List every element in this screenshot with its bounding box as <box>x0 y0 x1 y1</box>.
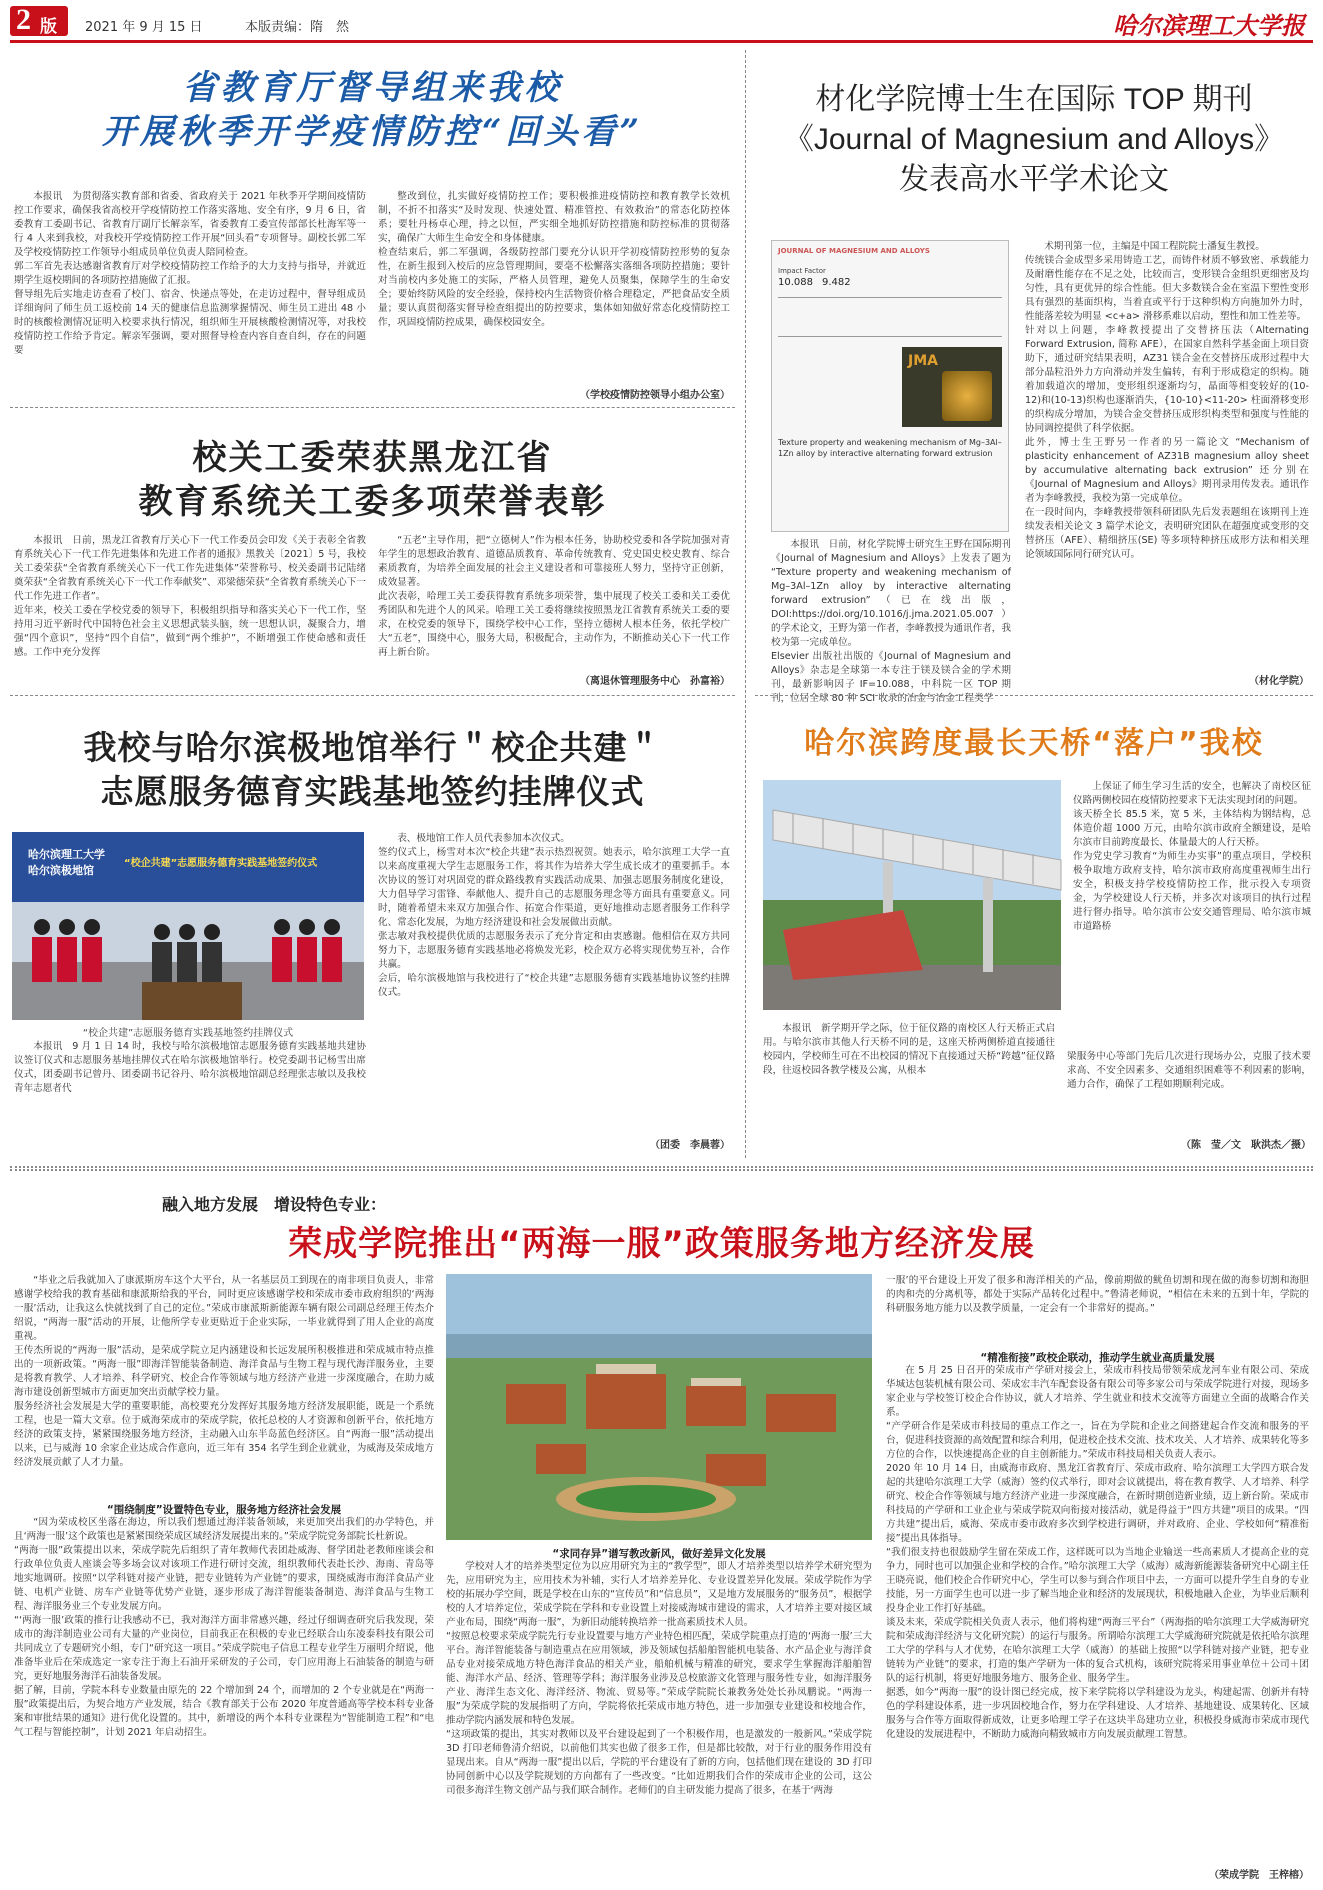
table-lines <box>778 297 1002 337</box>
article-headline <box>10 726 735 814</box>
masthead <box>0 0 1323 44</box>
divider <box>10 407 735 408</box>
article-body-col-1: 本报讯 日前，材化学院博士研究生王野在国际期刊《Journal of Magnesium and Alloys》上发表了题为 “Texture property and weakening mechanism of Mg–3Al–1Zn alloy by interactive alternating forward extrusion”（已在线出版，DOI:https://doi.org/10.1016/j.jma.2021.05.007）的学术论文，王野为第一作者，李峰教授为通讯作者，我校为第一完成单位。 Elsevier 出版社出版的《Journal of Magnesium and Alloys》杂志是全球第一本专注于镁及镁合金的学术期刊，最新影响因子 IF=10.088，中科院一区 TOP 期刊，位居全球 80 种 SCI 收录的冶金与冶金工程类学 <box>771 539 1011 704</box>
article-title-snippet: Texture property and weakening mechanism of Mg–3Al–1Zn alloy by interactive alternating forward extrusion <box>778 438 1002 458</box>
article-polar-museum <box>10 700 735 1158</box>
article-kicker: 融入地方发展 增设特色专业： <box>162 1195 387 1214</box>
article-byline: （荣成学院 王梓榕） <box>1209 1870 1309 1881</box>
article-byline: （陈 莹／文 耿洪杰／摄） <box>1181 1140 1311 1151</box>
headline-line-1: 材化学院博士生在国际 TOP 期刊 <box>815 83 1253 116</box>
footbridge-photo <box>763 780 1061 1010</box>
banner-text-1: 哈尔滨理工大学 <box>28 848 105 861</box>
headline-line-2: 《Journal of Magnesium and Alloys》 <box>783 123 1285 156</box>
paper-name: 哈尔滨理工大学报 <box>1113 11 1305 40</box>
impact-factor-label: Impact Factor <box>778 267 826 275</box>
article-headline: 荣成学院推出“两海一服”政策服务地方经济发展 <box>288 1224 1035 1264</box>
impact-factor-2: 9.482 <box>822 277 851 288</box>
article-rongcheng <box>10 1178 1313 1884</box>
vertical-divider <box>745 50 746 1158</box>
editor-credit: 本版责编：隋 然 <box>245 20 350 35</box>
article-byline: （团委 李晨蓉） <box>650 1140 730 1151</box>
bridge-illustration <box>763 780 1061 1010</box>
headline-line-1: 校关工委荣获黑龙江省 <box>192 438 553 478</box>
article-body-col-1: 本报讯 日前，黑龙江省教育厅关心下一代工作委员会印发《关于表彰全省教育系统关心下一代工作先进集体和先进工作者的通报》黑教关〔2021〕5 号，我校关工委荣获“全省教育系统关心下一代工作先进集体”荣誉称号、校关委副书记陆绪奠荣获“全省教育系统关心下一代工作奉献奖”、邓梁德荣获“全省教育系统关心下一代工作先进工作者”。 近年来，校关工委在学校党委的领导下，积极组织指导和落实关心下一代工作，坚持用习近平新时代中国特色社会主义思想武装头脑，统一思想认识，凝聚合力，增强“四个意识”，坚持“四个自信”，做到“两个维护”，不断增强工作使命感和责任感。工作中充分发挥 <box>14 535 366 658</box>
journal-header: JOURNAL OF MAGNESIUM AND ALLOYS <box>778 247 930 255</box>
headline-line-2: 教育系统关工委多项荣誉表彰 <box>138 482 607 522</box>
article-headline <box>10 66 735 154</box>
headline-line-3: 发表高水平学术论文 <box>899 163 1169 196</box>
photo-caption: “校企共建”志愿服务德育实践基地签约挂牌仪式 <box>82 1028 294 1039</box>
article-body-col-2: 整改到位，扎实做好疫情防控工作；要积极推进疫情防控和教育教学长效机制，不折不扣落实“及时发现、快速处置、精准管控、有效救治”的常态化防控体系；要牡丹杨卓心理，持之以恒，严实细全地抓好防控措施和防控标准的贯彻落实，确保广大师生生命安全和身体健康。 检查结束后，郭二军强调，各级防控部门要充分认识开学初疫情防控形势的复杂性，在新生报到入校后的应急管理期间，要毫不松懈落实落细各项防控措施；要针对当前校内多处施工的实际，严格人员管理，避免人员聚集，保障学生的生命安全；要始终防风险的安全经验，保持校内生活物资价格合理稳定，严把食品安全质量；要认真贯彻落实督导检查组提出的防控要求，集体如知做好常态化疫情防控工作，巩固疫情防控成果，确保校园安全。 <box>378 191 730 328</box>
article-epidemic-inspection <box>10 50 735 402</box>
article-body-col-a: “毕业之后我就加入了康派斯房车这个大平台，从一名基层员工到现在的南非项目负责人，非常感谢学校给我的教育基础和康派斯给我的平台，同时更应该感谢学校和荣成市委市政府组织的‘两海一服’活动，让我这么快就找到了自己的定位。”荣成市康派斯新能源车辆有限公司副总经理王传杰介绍说，“两海一服”活动的开展，让他所学专业更贴近于企业实际，一毕业就得到了用人企业的高度重视。 王传杰所说的“两海一服”活动，是荣成学院立足内涵建设和长远发展所积极推进和荣成城市特点推出的一项新政策。“两海一服”即海洋智能装备制造、海洋食品与生物工程与现代海洋服务业，主要是将教育教学、人才培养、科学研究、校企合作等领域与地方经济产业进一步深度融合，在助力威海市建设创新型城市方面更加突出贡献学校力量。 服务经济社会发展是大学的重要职能，高校要充分发挥好其服务地方经济发展职能，既是一个系统工程，也是一篇大文章。位于威海荣成市的荣成学院，依托总校的人才资源和创新平台，依托地方经济的政策支持，紧紧围绕服务地方经济，主动融入山东半岛蓝色经济区。自“两海一服”活动提出以来，已与威海 10 余家企业达成合作意向，近三年有 354 名学生到企业就业，为威海及荣成地方经济发展贡献了人才力量。 <box>14 1275 434 1468</box>
edition-number: 2 <box>16 3 31 36</box>
article-byline: （学校疫情防控领导小组办公室） <box>580 390 730 401</box>
masthead-rule <box>10 40 1313 43</box>
article-headline <box>10 436 735 524</box>
article-headline: 哈尔滨跨度最长天桥“落户”我校 <box>804 726 1264 761</box>
article-byline: （材化学院） <box>1249 676 1309 687</box>
article-body-col-d: 一服’的平台建设上开发了很多和海洋相关的产品，像前期做的鱿鱼切割和现在做的海参切割和海胆的肉和壳的分离机等，都处于实际产品转化过程中。”鲁清老师说，“相信在未来的五到十年，学院的科研服务地方能力以及教学质量，一定会有一个非常好的提高。” <box>886 1275 1309 1314</box>
edition-char: 版 <box>40 17 57 37</box>
banner-text-2: 哈尔滨极地馆 <box>28 864 94 877</box>
campus-aerial-photo <box>446 1274 872 1540</box>
headline-line-1: 我校与哈尔滨极地馆举行＂校企共建＂ <box>83 728 662 767</box>
jma-cover <box>902 347 1002 427</box>
article-body-col-2: “五老”主导作用，把“立德树人”作为根本任务，协助校党委和各学院加强对青年学生的思想政治教育、道德品质教育、革命传统教育、党史国史校史教育、综合素质教育，为培养全面发展的社会主义建设者和可靠接班人努力，坚持守正创新，成效显著。 此次表彰，哈理工关工委获得教育系统多项荣誉，集中展现了校关工委和关工委优秀团队和先进个人的风采。哈理工关工委将继续按照黑龙江省教育系统关工委的要求，在校党委的领导下，围绕学校中心工作，坚持立德树人根本任务，依托学校广大“五老”，围绕中心，服务大局，积极配合，主动作为，不断推动关心下一代工作再上新台阶。 <box>378 535 730 658</box>
signing-ceremony-photo <box>12 832 364 1020</box>
article-honor-award <box>10 412 735 690</box>
article-byline: （离退休管理服务中心 孙富裕） <box>580 676 730 687</box>
article-body-col-1: 本报讯 9 月 1 日 14 时，我校与哈尔滨极地馆志愿服务德育实践基地共建协议签订仪式和志愿服务基地挂牌仪式在哈尔滨极地馆举行。校党委副书记杨雪出席仪式，团委副书记曾丹、团委副书记谷丹、哈尔滨极地馆副总经理张志敏以及我校青年志愿者代 <box>14 1041 366 1094</box>
impact-factor-1: 10.088 <box>778 277 813 288</box>
headline-line-1: 省教育厅督导组来我校 <box>182 68 563 108</box>
article-footbridge <box>755 700 1313 1158</box>
campus-illustration <box>446 1274 872 1540</box>
article-body-col-2: 表、极地馆工作人员代表参加本次仪式。 签约仪式上，杨雪对本次“校企共建”表示热烈祝贺。她表示，哈尔滨理工大学一直以来高度重视大学生志愿服务工作，将其作为培养大学生成长成才的重要抓手。本次协议的签订对巩固党的群众路线教育实践活动成果、加强志愿服务制度化建设，大力倡导学习雷锋、奉献他人、提升自己的志愿服务理念等方面具有重要意义。同时，随着希望未来双方加强合作、拓宽合作渠道，更好地推动志愿者服务工作科学化、常态化发展，为地方经济建设和社会发展做出贡献。 张志敏对我校提供优质的志愿服务表示了充分肯定和由衷感谢。他相信在双方共同努力下，志愿服务德育实践基地必将焕发光彩，校企双方必将实现优势互补，合作共赢。 会后，哈尔滨极地馆与我校进行了“校企共建”志愿服务德育实践基地协议签约挂牌仪式。 <box>378 833 730 998</box>
divider <box>755 695 1313 696</box>
subheading-d: “精准衔接”政校企联动，推动学生就业高质量发展 <box>980 1352 1215 1364</box>
jma-badge: JMA <box>908 353 938 369</box>
article-body-col-2: 术期刊第一位，主编是中国工程院院士潘复生教授。 传统镁合金成型多采用铸造工艺，而铸件材质不够致密、承载能力及耐磨性能存在不足之处，比较而言，变形镁合金组织更细密及均匀性，具有更优异的综合性能。但大多数镁合金在室温下塑性变形具有强烈的基面织构，当着直或平行于这种织构方向施加外力时，性能落差较为明显 <c+a> 滑移系难以启动，塑性和加工性差等。 针对以上问题，李峰教授提出了交替挤压法（Alternating Forward Extrusion, 简称 AFE），在国家自然科学基金面上项目资助下，通过研究结果表明，AZ31 镁合金在交替挤压成形过程中大部分晶粒沿外力方向滑动并发生偏转，有利于形成稳定的织构。随着加载道次的增加，变形组织逐渐均匀，晶面等相变较好的(10-12)和(10-13)织构也逐渐消失，{10-10}<11-20> 柱面滑移变形的织构成分增加，为镁合金交替挤压成形织构类型和强度与性能的协同调控提供了科学依据。 此外，博士生王野另一作者的另一篇论文 “Mechanism of plasticity enhancement of AZ31B magnesium alloy sheet by accumulative alternating back extrusion” 还分别在《Journal of Magnesium and Alloys》期刊录用传发表。通讯作者为李峰教授，我校为第一完成单位。 在一段时间内，李峰教授带领科研团队先后发表题组在该期刊上连续发表相关论文 3 篇学术论文，表明研究团队在超强度或变形的交替挤压（AFE）、精细挤压(SE) 等多项特种挤压成形方法和相关理论领域国际同行研究认可。 <box>1025 241 1309 560</box>
article-body-col-b: “因为荣成校区坐落在海边，所以我们想通过海洋装备领域，来更加突出我们的办学特色，并且‘两海一服’这个政策也是紧紧围绕荣成区域经济发展提出来的。”荣成学院党务部院长杜新说。 “两海一服”政策提出以来，荣成学院先后组织了青年教师代表团赴威海、督学团赴老教师座谈会和行政单位负责人座谈会等多场会议对该项工作进行研讨交流，组织教师代表赴长沙、海南、青岛等地实地调研。按照“以学科链对接产业链，把专业链转为产业链”的要求，围绕威海市海洋食品产业链、电机产业链、房车产业链等优势产业链，逐步形成了海洋智能装备制造、海洋食品与生物工程、海洋服务业三个专业发展方向。 “‘两海一服’政策的推行让我感动不已，我对海洋方面非常感兴趣，经过仔细调查研究后我发现，荣成市的海洋制造业公司有大量的产业岗位，目前我正在积极的专业已经联合山东凌泰科技有限公司共同成立了专题研究小组，专门“研究这一项目。”荣成学院电子信息工程专业学生万丽明介绍说，他准备毕业后在荣成选定一家专注于海上石油开采研发的子公司，专门应用海上石油装备的制造与研究，更好地服务海洋石油装备发展。 据了解，目前，学院本科专业数量由原先的 22 个增加到 24 个，而增加的 2 个专业就是在“两海一服”政策提出后，为契合地方产业发展，结合《教育部关于公布 2020 年度普通高等学校本科专业备案和审批结果的通知》进行优化设置的。其中，新增设的两个本科专业课程为“智能制造工程”和“电气工程与智能控制”，计划 2021 年启动招生。 <box>14 1517 434 1738</box>
article-body-col-d2: 在 5 月 25 日召开的荣成市产学研对接会上，荣成市科技局带领荣成龙河车业有限公司、荣成华城达包装机械有限公司、荣成宏丰汽车配套设备有限公司等多家公司与荣成学院进行对接，现场多家企业与学校签订校企合作协议，就人才培养、学生就业和技术交流等方面建立全面的战略合作关系。 “产学研合作是荣成市科技局的重点工作之一，旨在为学院和企业之间搭建起合作交流和服务的平台，促进科技资源的高效配置和综合利用，促进校企技术交流、技术攻关、人才培养、成果转化等多方位的合作，以快速提高企业的自主创新能力。”荣成市科技局相关负责人表示。 2020 年 10 月 14 日，由威海市政府、黑龙江省教育厅、荣成市政府、哈尔滨理工大学四方联合发起的共建哈尔滨理工大学（威海）签约仪式举行，即对会议就提出，将在教育教学、人才培养、科学研究、校企合作等领域与地方经济产业进一步深度融合，在新时期创造新业绩，迈上新台阶。荣成市科技局的产学研和工业企业与荣成学院双向衔接对接活动，就是得益于“四方共建”项目的成果。“四方共建”提出后，威海、荣成市委市政府多次到学校进行调研，并对政府、企业、学校如何“精准衔接”提出具体指导。 “我们很支持也很鼓励学生留在荣成工作，这样既可以为当地企业输送一些高素质人才提高企业的竞争力，同时也可以加强企业和学校的合作。”哈尔滨理工大学（威海）威海新能源装备研究中心副主任王晓亮说，他们校企合作研究中心，学生可以参与到合作项目中去，一方面可以提升学生自身的专业技能，另一方面学生也可以进一步了解当地企业和经济的发展现状，积极地融入企业，为毕业后顺利投身企业工作打好基础。 谈及未来，荣成学院相关负责人表示，他们将构建“两海三平台”（两海指的哈尔滨理工大学威海研究院和荣成海洋经济与文化研究院）的运行与服务。所谓哈尔滨理工大学威海研究院就是依托哈尔滨理工大学的学科与人才优势，在哈尔滨理工大学（威海）的基础上按照“以学科链对接产业链，把专业链转为产业链”的要求，打造的集产学研为一体的复合式机构，该研究院将采用事业单位＋公司＋团队的运行机制，将更好地服务地方、服务企业、服务学生。 据悉，如今“两海一服”的设计图已经完成，按下来学院将以学科建设为龙头，构建起需、创新并有特色的学科建设体系，进一步巩固校地合作，努力在学科建设、人才培养、基地建设、成果转化、区域服务与合作等方面取得新成效，让更多哈理工学子在这块半岛建功立业，积极投身威海市荣成市现代化建设的发展进程中，不断助力威海向精致城市方向发展贡献理工智慧。 <box>886 1365 1309 1740</box>
article-body-side: 上保证了师生学习生活的安全，也解决了南校区征仪路两侧校园在疫情防控要求下无法实现封闭的问题。 该天桥全长 85.5 米，宽 5 米，主体结构为钢结构，总体造价超 1000 万元，由哈尔滨市政府全额建设，是哈尔滨市目前跨度最长、体量最大的人行天桥。 作为党史学习教育“为师生办实事”的重点项目，学校积极争取地方政府支持，哈尔滨市政府高度重视师生出行安全，积极支持学校疫情防控工作，批示投入专项资金，为学校建设人行天桥，并多次对该项目的执行过程进行督办指导。哈尔滨市公安交通管理局、哈尔滨市城市道路桥 <box>1073 781 1311 932</box>
subheading-c: “求同存异”谱写教改新风，做好差异文化发展 <box>552 1548 766 1560</box>
article-journal-paper <box>755 50 1313 704</box>
subheading-b: “围绕制度”设置特色专业，服务地方经济社会发展 <box>106 1504 342 1516</box>
divider <box>10 695 735 696</box>
article-body-bottom-1: 本报讯 新学期开学之际，位于征仪路的南校区人行天桥正式启用。与哈尔滨市其他人行天桥不同的是，这座天桥两侧桥道直接通往校园内，学校师生可在不出校园的情况下直接通过天桥“跨越”征仪路段，往返校园各教学楼及公寓，从根本 <box>763 1023 1055 1076</box>
section-double-rule <box>10 1166 1313 1171</box>
banner-text-3: “校企共建”志愿服务德育实践基地签约仪式 <box>124 858 318 869</box>
article-headline <box>755 80 1313 200</box>
article-body-bottom-2: 梁服务中心等部门先后几次进行现场办公，克服了技术要求高、不安全因素多、交通组织困难等不利因素的影响，通力合作，确保了工程如期顺利完成。 <box>1067 1051 1311 1090</box>
issue-date: 2021 年 9 月 15 日 <box>85 20 203 35</box>
headline-line-2: 志愿服务德育实践基地签约挂牌仪式 <box>100 772 645 811</box>
cover-graphic <box>942 371 992 421</box>
journal-cover-image <box>771 240 1009 532</box>
article-body-col-c: 学校对人才的培养类型定位为以应用研究为主的“教学型”，即人才培养类型以培养学术研究型为先，应用研究为主，应用技术为补辅，实行人才培养差异化、专业设置差异化发展。荣成学院作为学校的拓展办学空间，既是学校在山东的“宣传员”和“信息员”，又是地方发展服务的“服务员”，根据学校的人才培养定位，荣成学院在学科和专业设置上对接威海城市建设的需求，人才培养主要对接区域产业布局，围绕“两海一服”，为新旧动能转换培养一批高素质技术人员。 “按照总校要求荣成学院先行专业设置要与地方产业特色相匹配，荣成学院重点打造的‘两海一服’三大平台。海洋智能装备与制造重点在应用领域，涉及领域包括船舶智能机电装备、水产品企业与海洋食品专业对接荣成地方特色海洋食品的相关产业，船舶机械与精准的研究，要求学生掌握海洋船舶智能、海洋水产品、经济、管理等学科；海洋服务业涉及总校旅游文化管理与服务性专业，如海洋服务产业、海洋生态文化、海洋经济、物流、贸易等。”荣成学院院长兼教务处处长孙凤鹏说。“两海一服”为荣成学院的发展指明了方向，学院将依托荣成市地方特色，进一步加强专业建设和校地合作，推动学院内涵发展和特色发展。 “这项政策的提出，其实对教师以及平台建设起到了一个积极作用，也是激发的一般新风。”荣成学院 3D 打印老师鲁清介绍说，以前他们其实也做了很多工作，但是都比较散，对于行业的服务作用没有显现出来。自从“两海一服”提出以后，学院的平台建设有了新的方向，包括他们现在建设的 3D 打印协同创新中心以及学院规划的方向都有了一些改变。“比如近期我们合作的荣成市企业的公司，这公司很多海洋生物文创产品与我们联合制作。老师们的自主研发能力提高了很多，在基于‘两海 <box>446 1561 872 1796</box>
article-body-col-1: 本报讯 为贯彻落实教育部和省委、省政府关于 2021 年秋季开学期间疫情防控工作要求，确保我省高校开学疫情防控工作落实落地、安全有序，9 月 6 日，省委教育工委副书记、省教育厅副厅长解亲军，省委教育工委宣传部部长杜海军等一行 4 人来到我校，对我校开学疫情防控工作开展“回头看”专项督导。副校长郭二军及学校疫情防控工作领导小组成员单位负责人陪同检查。 郭二军首先表达感谢省教育厅对学校疫情防控工作给予的大力支持与指导，并就近期学生返校期间的各项防控措施做了汇报。 督导组先后实地走访查看了校门、宿舍、快递点等处，在走访过程中，督导组成员详细询问了师生员工返校前 14 天的健康信息监测掌握情况、师生员工进出 48 小时的核酸检测情况证明入校要求执行情况，组织师生开展核酸检测情况等，对我校疫情防控工作给予肯定。解亲军强调，要对照督导检查内容自查自纠，存在的问题要 <box>14 191 366 356</box>
edition-badge <box>10 3 68 37</box>
headline-line-2: 开展秋季开学疫情防控“回头看” <box>101 112 644 152</box>
